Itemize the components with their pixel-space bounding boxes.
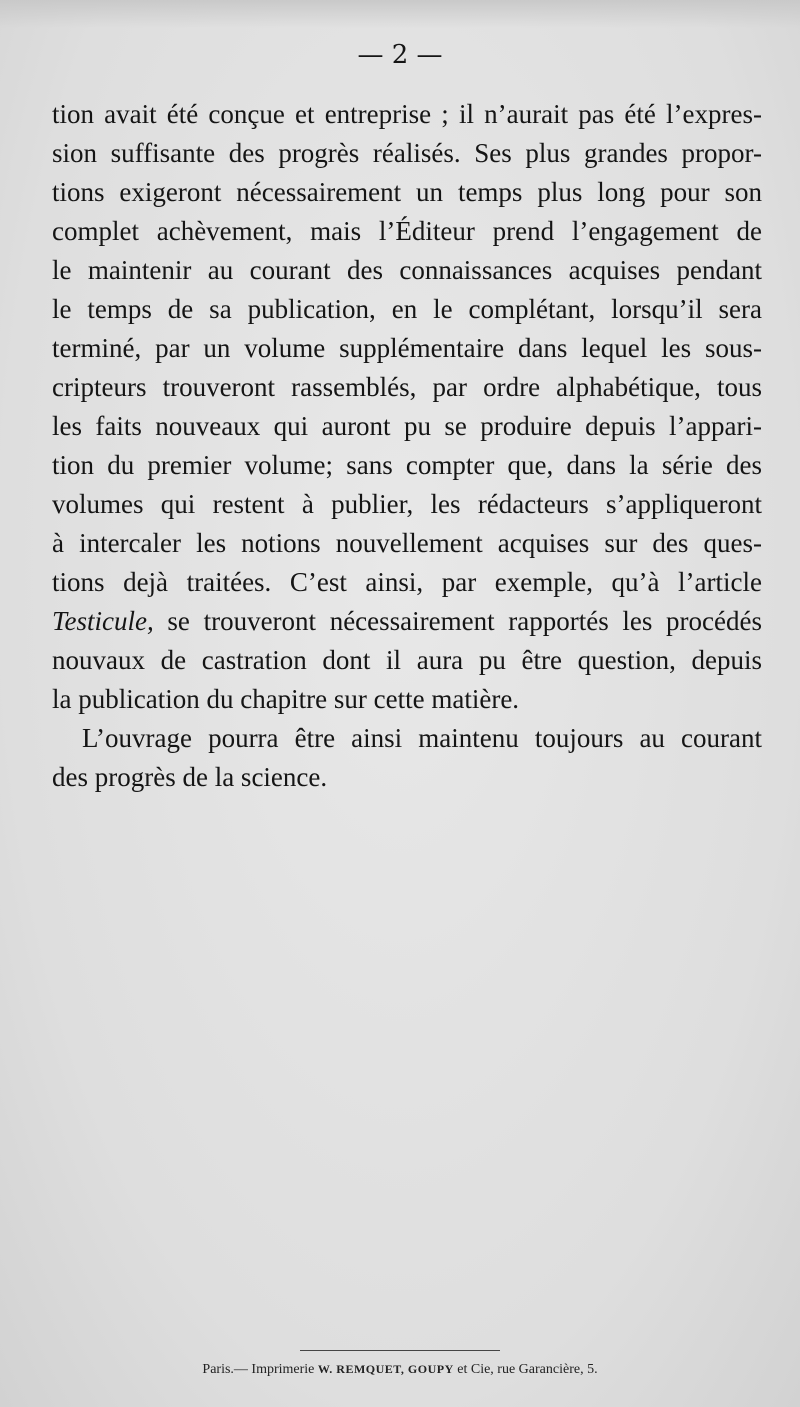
text-line: à intercaler les notions nouvellement acquises sur des ques-: [52, 528, 762, 558]
text-line: les faits nouveaux qui auront pu se produire depuis l’appari-: [52, 411, 762, 441]
imprint-printer: W. REMQUET, GOUPY: [317, 1362, 454, 1376]
text-line: cripteurs trouveront rassemblés, par ordre alphabétique, tous: [52, 372, 762, 402]
text-line: tion avait été conçue et entreprise ; il n’aurait pas été l’expres-: [52, 99, 762, 129]
text-line: tion du premier volume; sans compter que, dans la série des: [52, 450, 762, 480]
text-line-italic: [52, 602, 762, 641]
paragraph-1-last-line: la publication du chapitre sur cette matière.: [52, 684, 520, 714]
body-text: [52, 95, 762, 797]
text-line: sion suffisante des progrès réalisés. Ses plus grandes propor-: [52, 138, 762, 168]
printer-imprint: [0, 1362, 800, 1378]
imprint-prefix: Paris.— Imprimerie: [202, 1362, 318, 1377]
paragraph-1: [52, 95, 762, 602]
text-line: volumes qui restent à publier, les rédacteurs s’appliqueront: [52, 489, 762, 519]
paragraph-2-first-line: L’ouvrage pourra être ainsi maintenu toujours au courant: [82, 723, 762, 753]
text-line: tions dejà traitées. C’est ainsi, par exemple, qu’à l’article: [52, 567, 762, 597]
page-number: — 2 —: [357, 40, 443, 70]
text-line: complet achèvement, mais l’Éditeur prend l’engagement de: [52, 216, 762, 246]
footer-rule: [300, 1350, 500, 1351]
imprint-suffix: et Cie, rue Garancière, 5.: [453, 1362, 598, 1377]
text-line: le maintenir au courant des connaissances acquises pendant: [52, 255, 762, 285]
text-line-rest: se trouveront nécessairement rapportés les procédés: [153, 606, 762, 636]
page-top-shadow: [0, 0, 800, 28]
italic-term: Testicule,: [52, 606, 154, 636]
text-line: tions exigeront nécessairement un temps plus long pour son: [52, 177, 762, 207]
text-line: nouvaux de castration dont il aura pu être question, depuis: [52, 645, 762, 675]
text-line: le temps de sa publication, en le complétant, lorsqu’il sera: [52, 294, 762, 324]
paragraph-2-last-line: des progrès de la science.: [52, 762, 328, 792]
text-line: terminé, par un volume supplémentaire dans lequel les sous-: [52, 333, 762, 363]
